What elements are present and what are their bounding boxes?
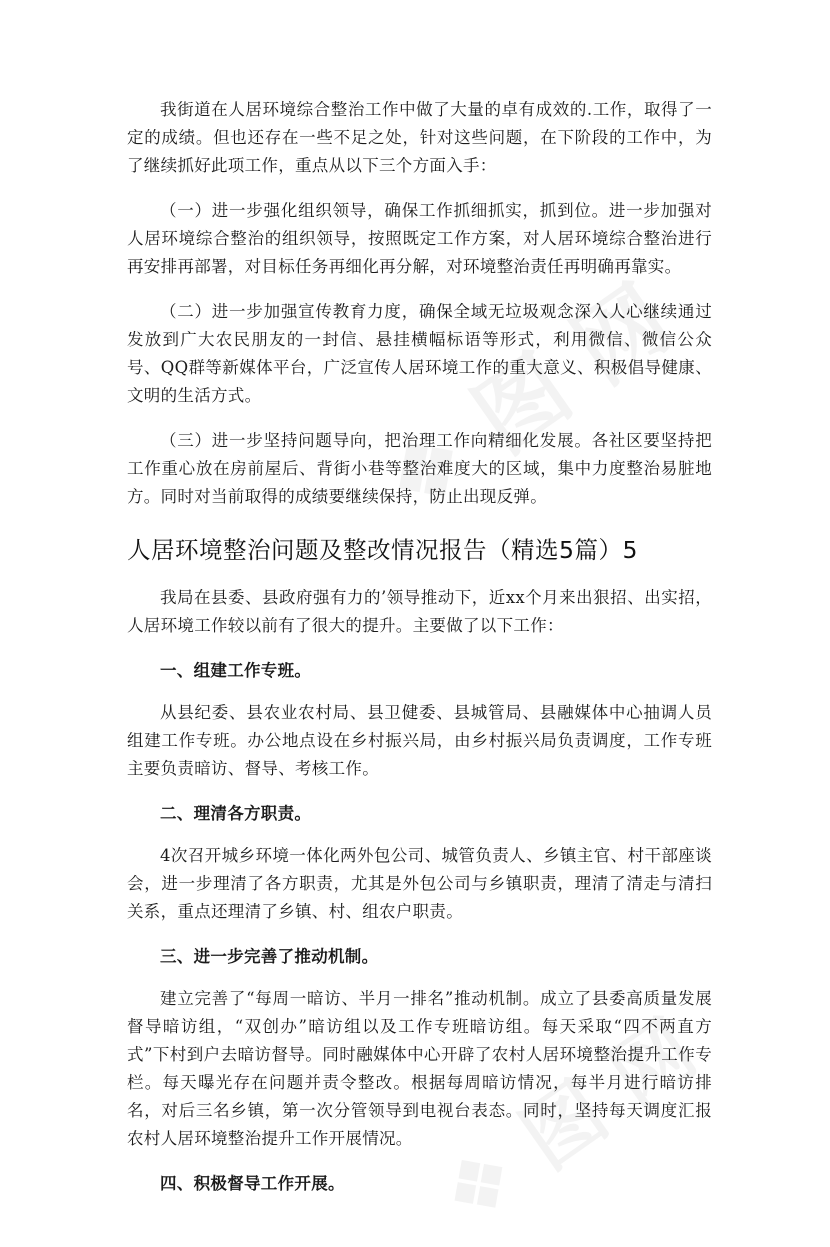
intro-paragraph: 我局在县委、县政府强有力的’领导推动下，近xx个月来出狠招、出实招，人居环境工作较以前有了很大的提升。主要做了以下工作： [127,588,712,635]
section-heading: 人居环境整治问题及整改情况报告（精选5篇）5 [127,536,638,564]
subheading: 三、进一步完善了推动机制。 [160,947,379,966]
paragraph: （三）进一步坚持问题导向，把治理工作向精细化发展。各社区要坚持把工作重心放在房前屋后、背街小巷等整治难度大的区域，集中力度整治易脏地方。同时对当前取得的成绩要继续保持，防止出现反弹。 [127,431,712,506]
paragraph: （一）进一步强化组织领导，确保工作抓细抓实，抓到位。进一步加强对人居环境综合整治的组织领导，按照既定工作方案，对人居环境综合整治进行再安排再部署，对目标任务再细化再分解，对环境整治责任再明确再靠实。 [127,201,712,276]
paragraph: 从县纪委、县农业农村局、县卫健委、县城管局、县融媒体中心抽调人员组建工作专班。办公地点设在乡村振兴局，由乡村振兴局负责调度，工作专班主要负责暗访、督导、考核工作。 [127,703,712,778]
paragraph: 建立完善了“每周一暗访、半月一排名”推动机制。成立了县委高质量发展督导暗访组，“双创办”暗访组以及工作专班暗访组。每天采取“四不两直方式”下村到户去暗访督导。同时融媒体中心开辟了农村人居环境整治提升工作专栏。每天曝光存在问题并责令整改。根据每周暗访情况，每半月进行暗访排名，对后三名乡镇，第一次分管领导到电视台表态。同时，坚持每天调度汇报农村人居环境整治提升工作开展情况。 [127,989,712,1148]
paragraph: 我街道在人居环境综合整治工作中做了大量的卓有成效的.工作，取得了一定的成绩。但也还存在一些不足之处，针对这些问题，在下阶段的工作中，为了继续抓好此项工作，重点从以下三个方面入手： [127,100,712,175]
paragraph: 4次召开城乡环境一体化两外包公司、城管负责人、乡镇主官、村干部座谈会，进一步理清了各方职责，尤其是外包公司与乡镇职责，理清了清走与清扫关系，重点还理清了乡镇、村、组农户职责。 [127,846,712,921]
subheading: 一、组建工作专班。 [160,661,312,680]
subheading: 二、理清各方职责。 [160,804,312,823]
document-body [127,96,712,1198]
subheading: 四、积极督导工作开展。 [160,1174,345,1193]
paragraph: （二）进一步加强宣传教育力度，确保全域无垃圾观念深入人心继续通过发放到广大农民朋友的一封信、悬挂横幅标语等形式，利用微信、微信公众号、QQ群等新媒体平台，广泛宣传人居环境工作的重大意义、积极倡导健康、文明的生活方式。 [127,302,712,405]
